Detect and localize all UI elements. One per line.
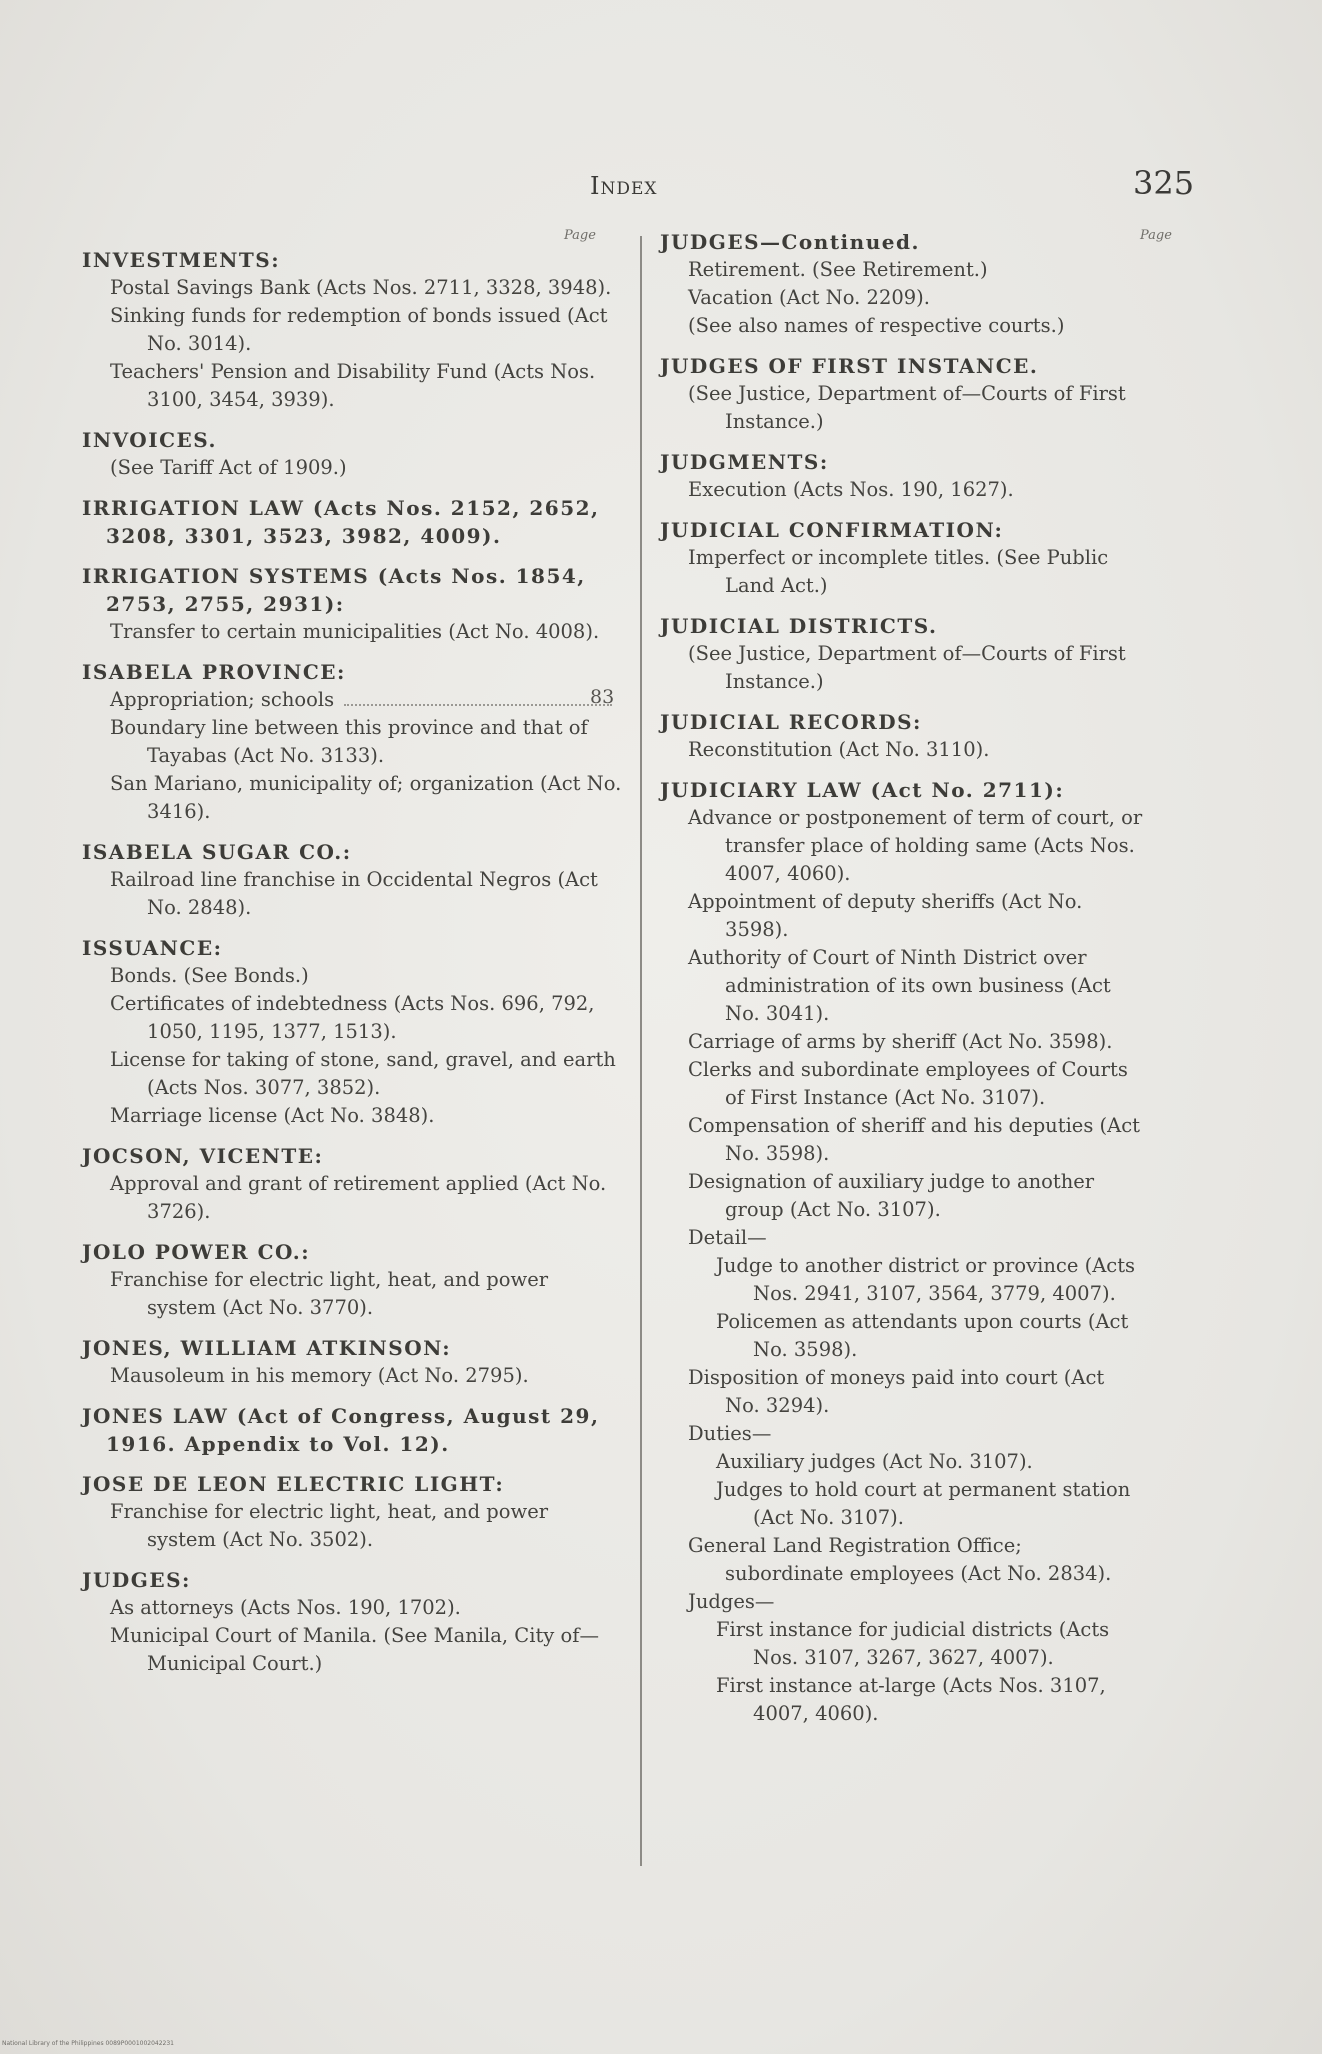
- index-entry: [82, 1402, 622, 1458]
- entry-sub: Retirement. (See Retirement.): [688, 258, 988, 281]
- index-entry: [82, 1142, 622, 1226]
- entry-heading: JUDICIAL DISTRICTS.: [660, 614, 938, 638]
- entry-sub: Teachers' Pension and Disability Fund (Acts Nos. 3100, 3454, 3939).: [110, 360, 596, 411]
- entry-heading: JUDGES:: [82, 1568, 191, 1592]
- index-entry: [660, 448, 1145, 504]
- entry-heading: JOCSON, VICENTE:: [82, 1144, 324, 1168]
- index-entry: [660, 516, 1145, 600]
- entry-heading: INVOICES.: [82, 428, 217, 452]
- entry-sub: Designation of auxiliary judge to another group (Act No. 3107).: [688, 1170, 1095, 1221]
- entry-heading: JUDGES—Continued.: [660, 230, 920, 254]
- entry-sub: Detail—: [688, 1226, 767, 1249]
- entry-sub: Appropriation; schools: [82, 686, 622, 714]
- entry-sub: (See Tariff Act of 1909.): [110, 456, 347, 479]
- entry-sub: Sinking funds for redemption of bonds issued (Act No. 3014).: [110, 304, 608, 355]
- entry-sub: Certificates of indebtedness (Acts Nos. 696, 792, 1050, 1195, 1377, 1513).: [110, 992, 595, 1043]
- entry-sub: Clerks and subordinate employees of Courts of First Instance (Act No. 3107).: [688, 1058, 1128, 1109]
- index-entry: [660, 352, 1145, 436]
- entry-sub: San Mariano, municipality of; organization (Act No. 3416).: [110, 772, 622, 823]
- index-entry: [82, 838, 622, 922]
- entry-sub: Execution (Acts Nos. 190, 1627).: [688, 478, 1014, 501]
- entry-sub: Marriage license (Act No. 3848).: [110, 1104, 435, 1127]
- index-entry: [82, 1566, 622, 1678]
- entry-heading: ISSUANCE:: [82, 936, 223, 960]
- index-entry: [82, 246, 622, 414]
- index-entry: [82, 1470, 622, 1554]
- entry-heading: JUDGES OF FIRST INSTANCE.: [660, 354, 1039, 378]
- entry-sub: Duties—: [688, 1422, 772, 1445]
- entry-heading: JOSE DE LEON ELECTRIC LIGHT:: [82, 1472, 505, 1496]
- entry-sub: General Land Registration Office; subordinate employees (Act No. 2834).: [688, 1534, 1112, 1585]
- left-page-label: Page: [564, 228, 596, 243]
- entry-heading: JONES LAW (Act of Congress, August 29, 1916. Appendix to Vol. 12).: [82, 1404, 600, 1456]
- entry-heading: JUDGMENTS:: [660, 450, 829, 474]
- entry-sub: Mausoleum in his memory (Act No. 2795).: [110, 1364, 529, 1387]
- index-entry: [82, 1238, 622, 1322]
- entry-sub: Advance or postponement of term of court, or transfer place of holding same (Acts Nos. 4007, 4060).: [688, 806, 1143, 885]
- entry-heading: ISABELA PROVINCE:: [82, 660, 346, 684]
- entry-sub-duties: Auxiliary judges (Act No. 3107).: [716, 1450, 1033, 1473]
- entry-sub: Disposition of moneys paid into court (Act No. 3294).: [688, 1366, 1105, 1417]
- entry-sub-judges: First instance for judicial districts (Acts Nos. 3107, 3267, 3627, 4007).: [716, 1618, 1110, 1669]
- entry-sub: Reconstitution (Act No. 3110).: [688, 738, 990, 761]
- right-column: [660, 228, 1172, 1740]
- entry-sub-detail: Policemen as attendants upon courts (Act No. 3598).: [716, 1310, 1129, 1361]
- entry-heading: IRRIGATION SYSTEMS (Acts Nos. 1854, 2753, 2755, 2931):: [82, 564, 586, 616]
- entry-sub-detail: Judge to another district or province (Acts Nos. 2941, 3107, 3564, 3779, 4007).: [716, 1254, 1136, 1305]
- entry-sub: Boundary line between this province and that of Tayabas (Act No. 3133).: [110, 716, 588, 767]
- entry-sub: Appointment of deputy sheriffs (Act No. 3598).: [688, 890, 1083, 941]
- column-divider: [640, 236, 642, 1866]
- entry-sub: (See also names of respective courts.): [688, 314, 1065, 337]
- dot-leader: [344, 704, 612, 706]
- entry-heading: JUDICIAL CONFIRMATION:: [660, 518, 1004, 542]
- entry-heading: JOLO POWER CO.:: [82, 1240, 311, 1264]
- entry-heading: IRRIGATION LAW (Acts Nos. 2152, 2652, 3208, 3301, 3523, 3982, 4009).: [82, 496, 600, 548]
- index-entry: [660, 228, 1145, 340]
- running-head: [0, 164, 1322, 208]
- entry-sub: Railroad line franchise in Occidental Negros (Act No. 2848).: [110, 868, 598, 919]
- entry-sub: Authority of Court of Ninth District over administration of its own business (Act No. 3041).: [688, 946, 1111, 1025]
- entry-sub: Transfer to certain municipalities (Act No. 4008).: [110, 620, 600, 643]
- entry-sub: Bonds. (See Bonds.): [110, 964, 309, 987]
- entry-heading: JUDICIARY LAW (Act No. 2711):: [660, 778, 1065, 802]
- index-entry: [660, 612, 1145, 696]
- index-entry: [82, 426, 622, 482]
- entry-heading: ISABELA SUGAR CO.:: [82, 840, 352, 864]
- index-entry: [82, 494, 622, 550]
- entry-sub: Approval and grant of retirement applied (Act No. 3726).: [110, 1172, 607, 1223]
- left-column: [82, 228, 622, 1690]
- page-number: 325: [1133, 164, 1195, 202]
- entry-sub-judges: First instance at-large (Acts Nos. 3107, 4007, 4060).: [716, 1674, 1106, 1725]
- entry-sub: (See Justice, Department of—Courts of First Instance.): [688, 382, 1126, 433]
- entry-sub: Franchise for electric light, heat, and power system (Act No. 3770).: [110, 1268, 549, 1319]
- right-page-label: Page: [1140, 228, 1172, 243]
- entry-sub: Vacation (Act No. 2209).: [688, 286, 930, 309]
- entry-sub: Franchise for electric light, heat, and power system (Act No. 3502).: [110, 1500, 549, 1551]
- entry-heading: JUDICIAL RECORDS:: [660, 710, 922, 734]
- page-reference: 83: [590, 686, 615, 708]
- entry-sub: Carriage of arms by sheriff (Act No. 3598).: [688, 1030, 1113, 1053]
- index-entry: [660, 776, 1145, 1728]
- index-entry: [82, 562, 622, 646]
- entry-sub: (See Justice, Department of—Courts of First Instance.): [688, 642, 1126, 693]
- entry-sub-duties: Judges to hold court at permanent station (Act No. 3107).: [716, 1478, 1131, 1529]
- entry-sub: Judges—: [688, 1590, 775, 1613]
- index-entry: [660, 708, 1145, 764]
- archive-footer: National Library of the Philippines 0089P0001002042231: [2, 2040, 174, 2047]
- index-entry: [82, 934, 622, 1130]
- entry-sub: Municipal Court of Manila. (See Manila, City of—Municipal Court.): [110, 1624, 599, 1675]
- entry-heading: JONES, WILLIAM ATKINSON:: [82, 1336, 452, 1360]
- index-entry: [82, 658, 622, 826]
- entry-heading: INVESTMENTS:: [82, 248, 281, 272]
- entry-sub: Postal Savings Bank (Acts Nos. 2711, 3328, 3948).: [110, 276, 612, 299]
- index-entry: [82, 1334, 622, 1390]
- running-title: Index: [590, 172, 658, 200]
- entry-sub: As attorneys (Acts Nos. 190, 1702).: [110, 1596, 461, 1619]
- entry-sub: License for taking of stone, sand, gravel, and earth (Acts Nos. 3077, 3852).: [110, 1048, 616, 1099]
- entry-sub: Imperfect or incomplete titles. (See Public Land Act.): [688, 546, 1109, 597]
- entry-sub: Compensation of sheriff and his deputies (Act No. 3598).: [688, 1114, 1141, 1165]
